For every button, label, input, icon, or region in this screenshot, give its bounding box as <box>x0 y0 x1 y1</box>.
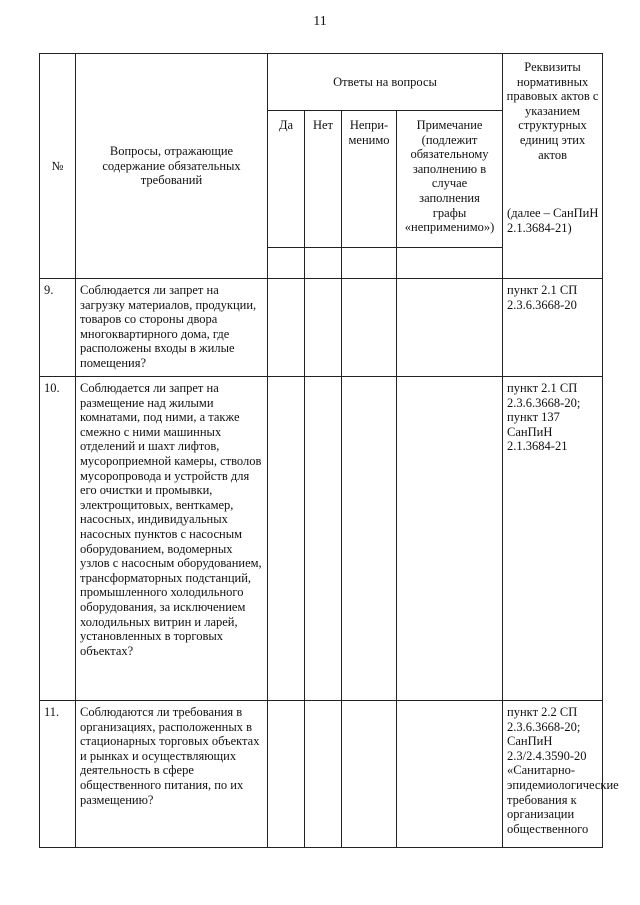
cell-note[interactable] <box>397 279 503 377</box>
table-row <box>40 279 603 377</box>
cell-note[interactable] <box>397 701 503 848</box>
empty-cell <box>268 248 305 279</box>
table-row <box>40 377 603 701</box>
cell-note[interactable] <box>397 377 503 701</box>
row-question: Соблюдается ли запрет на загрузку материалов, продукции, товаров со стороны двора многоквартирного дома, где расположены входы в жилые помещения? <box>76 279 268 377</box>
cell-yes[interactable] <box>268 701 305 848</box>
header-no: Нет <box>305 111 342 248</box>
header-num: № <box>40 54 76 279</box>
cell-yes[interactable] <box>268 377 305 701</box>
requirements-table <box>39 53 619 848</box>
cell-not-applicable[interactable] <box>342 377 397 701</box>
header-requisites: Реквизиты нормативных правовых актов с указанием структурных единиц этих актов (далее – СанПиН 2.1.3684-21) <box>503 54 603 279</box>
header-note: Примечание (подлежит обязательному заполнению в случае заполнения графы «неприменимо») <box>397 111 503 248</box>
cell-no[interactable] <box>305 377 342 701</box>
header-yes: Да <box>268 111 305 248</box>
page-number: 11 <box>313 14 327 29</box>
header-row-top <box>40 54 603 111</box>
row-question: Соблюдается ли запрет на размещение над жилыми комнатами, под ними, а также смежно с ними машинных отделений и шахт лифтов, мусороприемной камеры, стволов мусоропровода и устройств для его очистки и промывки, электрощитовых, венткамер, насосных, индивидуальных насосных пунктов с насосным оборудованием, водомерных узлов с насосным оборудованием, трансформаторных подстанций, промышленного холодильного оборудования, за исключением холодильных витрин и ларей, установленных в торговых объектах? <box>76 377 268 701</box>
cell-no[interactable] <box>305 279 342 377</box>
header-not-applicable: Непри-менимо <box>342 111 397 248</box>
row-ref: пункт 2.1 СП 2.3.6.3668-20; пункт 137 СанПиН 2.1.3684-21 <box>503 377 603 701</box>
empty-cell <box>397 248 503 279</box>
row-ref: пункт 2.2 СП 2.3.6.3668-20; СанПиН 2.3/2.4.3590-20 «Санитарно-эпидемиологические требования к организации общественного <box>503 701 603 848</box>
cell-not-applicable[interactable] <box>342 701 397 848</box>
empty-cell <box>305 248 342 279</box>
row-num: 11. <box>40 701 76 848</box>
empty-cell <box>342 248 397 279</box>
row-question: Соблюдаются ли требования в организациях, расположенных в стационарных торговых объектах и рынках и осуществляющих деятельность в сфере общественного питания, по их размещению? <box>76 701 268 848</box>
row-num: 10. <box>40 377 76 701</box>
row-ref: пункт 2.1 СП 2.3.6.3668-20 <box>503 279 603 377</box>
table-row <box>40 701 603 848</box>
header-requisites-cont: (далее – СанПиН 2.1.3684-21) <box>507 206 599 235</box>
cell-no[interactable] <box>305 701 342 848</box>
row-num: 9. <box>40 279 76 377</box>
header-answers: Ответы на вопросы <box>268 54 503 111</box>
cell-not-applicable[interactable] <box>342 279 397 377</box>
header-questions: Вопросы, отражающие содержание обязательных требований <box>76 54 268 279</box>
cell-yes[interactable] <box>268 279 305 377</box>
